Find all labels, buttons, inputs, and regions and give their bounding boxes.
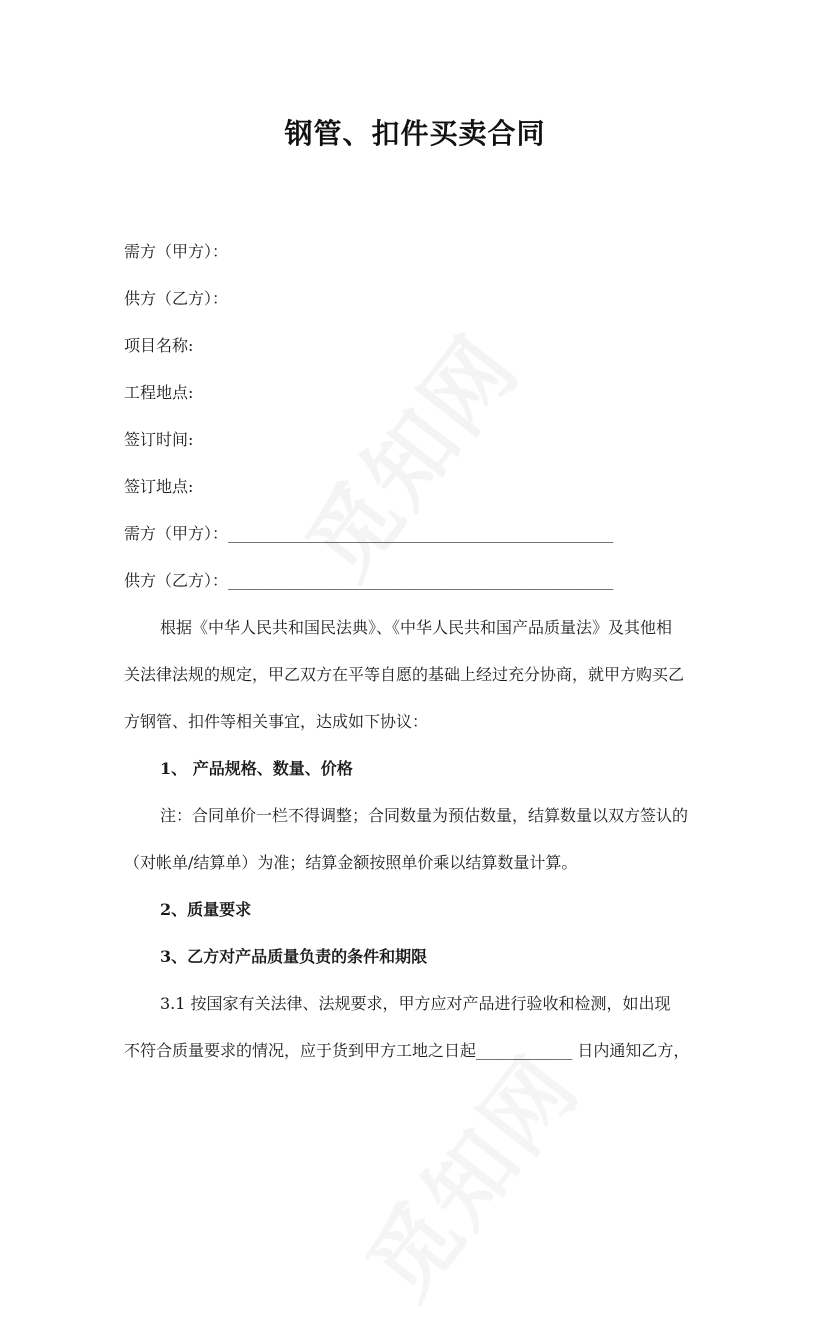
watermark-bottom — [333, 1025, 602, 1320]
signature-line-seller — [124, 569, 613, 593]
field-sign-time: 签订时间: — [124, 430, 194, 449]
section-1-note-line-2: （对帐单/结算单）为准；结算金额按照单价乘以结算数量计算。 — [124, 853, 578, 872]
field-project-name: 项目名称: — [124, 336, 194, 355]
signature-seller-blank: ________________________________________ — [228, 571, 614, 590]
section-3-heading: 3、乙方对产品质量负责的条件和期限 — [160, 947, 428, 966]
clause-3-1-text-a: 不符合质量要求的情况，应于货到甲方工地之日起 — [124, 1041, 477, 1060]
signature-line-buyer — [124, 522, 613, 546]
clause-3-1-line-2 — [124, 1039, 689, 1063]
clause-3-1-blank: __________ — [476, 1041, 573, 1060]
clause-3-1-text-b: 日内通知乙方， — [572, 1041, 690, 1060]
preamble-line-3: 方钢管、扣件等相关事宜，达成如下协议： — [124, 712, 429, 731]
signature-seller-label: 供方（乙方）： — [124, 571, 229, 590]
field-site: 工程地点: — [124, 383, 194, 402]
signature-buyer-blank: ________________________________________ — [228, 524, 614, 543]
clause-3-1-line-1: 3.1 按国家有关法律、法规要求，甲方应对产品进行验收和检测，如出现 — [160, 994, 671, 1013]
section-2-heading: 2、质量要求 — [160, 900, 252, 919]
preamble-line-1: 根据《中华人民共和国民法典》、《中华人民共和国产品质量法》及其他相 — [160, 618, 673, 637]
field-sign-place: 签订地点: — [124, 477, 194, 496]
section-1-heading: 1、 产品规格、数量、价格 — [160, 759, 353, 778]
signature-buyer-label: 需方（甲方）： — [124, 524, 229, 543]
document-title: 钢管、扣件买卖合同 — [284, 117, 546, 150]
field-seller: 供方（乙方）： — [124, 289, 229, 308]
watermark — [273, 305, 542, 600]
preamble-line-2: 关法律法规的规定，甲乙双方在平等自愿的基础上经过充分协商，就甲方购买乙 — [124, 665, 685, 684]
field-buyer: 需方（甲方）： — [124, 242, 229, 261]
section-1-note-line-1: 注：合同单价一栏不得调整；合同数量为预估数量，结算数量以双方签认的 — [160, 806, 689, 825]
